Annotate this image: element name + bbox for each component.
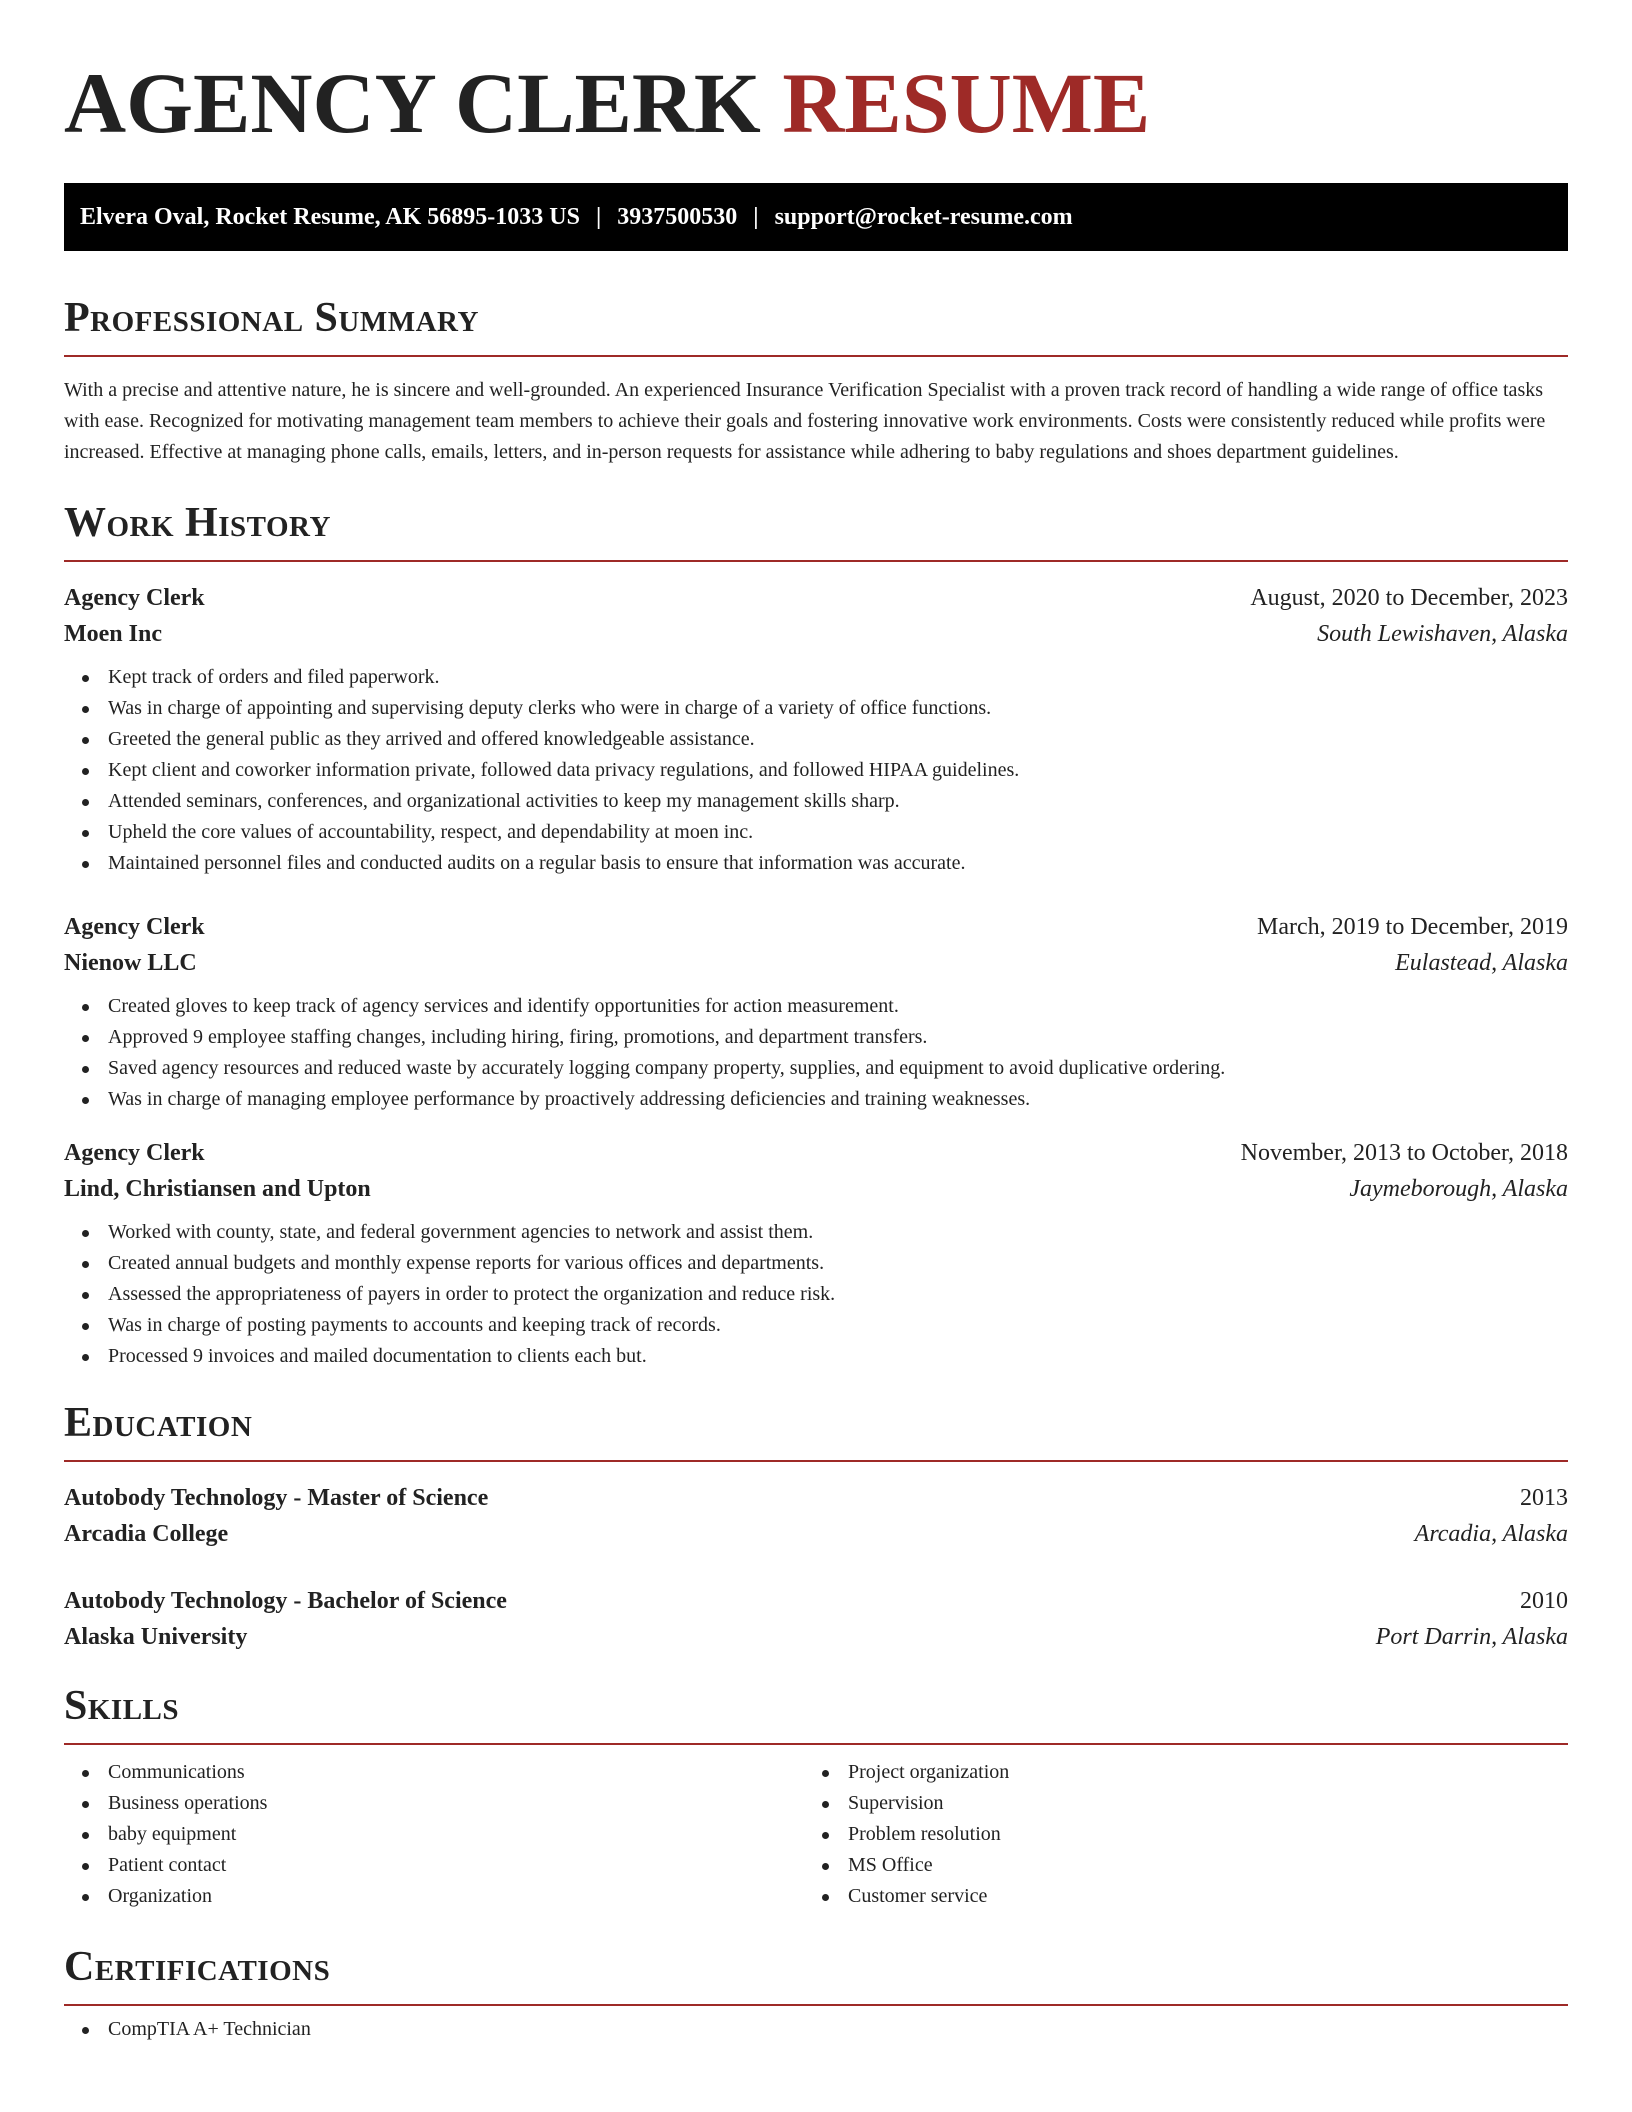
contact-separator: | <box>595 203 602 230</box>
job-company: Nienow LLC <box>64 950 197 976</box>
job-location: South Lewishaven, Alaska <box>1317 621 1568 647</box>
contact-address: Elvera Oval, Rocket Resume, AK 56895-1033 US <box>80 203 580 230</box>
job-dates: August, 2020 to December, 2023 <box>1250 585 1568 611</box>
education-entry <box>64 1583 1568 1655</box>
job-title: Agency Clerk <box>64 1140 205 1166</box>
skill-item: Problem resolution <box>820 1819 1544 1850</box>
education-school-row <box>64 1516 1568 1552</box>
skills-list <box>804 1757 1544 1912</box>
job-entry <box>64 909 1568 1115</box>
job-company-row <box>64 945 1568 981</box>
job-duties-list <box>64 991 1568 1115</box>
list-item: Was in charge of appointing and supervising deputy clerks who were in charge of a variety of office functions. <box>80 693 1568 724</box>
job-duties-list <box>64 1217 1568 1372</box>
section-divider <box>64 1460 1568 1462</box>
list-item: Was in charge of managing employee performance by proactively addressing deficiencies and training weaknesses. <box>80 1084 1568 1115</box>
list-item: Worked with county, state, and federal government agencies to network and assist them. <box>80 1217 1568 1248</box>
section-divider <box>64 560 1568 562</box>
job-location: Jaymeborough, Alaska <box>1349 1176 1568 1202</box>
job-entry <box>64 1135 1568 1372</box>
skill-item: baby equipment <box>80 1819 804 1850</box>
job-title: Agency Clerk <box>64 585 205 611</box>
list-item: Greeted the general public as they arrived and offered knowledgeable assistance. <box>80 724 1568 755</box>
work-history-section <box>64 498 1568 1372</box>
certifications-list <box>64 2014 1568 2045</box>
skills-column-right <box>804 1757 1544 1912</box>
job-header-row <box>64 909 1568 945</box>
list-item: Maintained personnel files and conducted audits on a regular basis to ensure that information was accurate. <box>80 848 1568 879</box>
job-title: Agency Clerk <box>64 914 205 940</box>
list-item: Processed 9 invoices and mailed documentation to clients each but. <box>80 1341 1568 1372</box>
skill-item: Patient contact <box>80 1850 804 1881</box>
page-title <box>64 55 1568 151</box>
job-duties-list <box>64 662 1568 879</box>
job-company: Lind, Christiansen and Upton <box>64 1176 371 1202</box>
list-item: Kept client and coworker information private, followed data privacy regulations, and followed HIPAA guidelines. <box>80 755 1568 786</box>
education-location: Port Darrin, Alaska <box>1375 1624 1568 1650</box>
job-entry <box>64 580 1568 879</box>
skills-section <box>64 1681 1568 1912</box>
certification-item: CompTIA A+ Technician <box>80 2014 1568 2045</box>
list-item: Kept track of orders and filed paperwork. <box>80 662 1568 693</box>
education-degree: Autobody Technology - Bachelor of Science <box>64 1588 507 1614</box>
contact-bar <box>64 183 1568 251</box>
section-divider <box>64 2004 1568 2006</box>
skills-column-left <box>64 1757 804 1912</box>
work-history-heading: Work History <box>64 500 331 546</box>
list-item: Assessed the appropriateness of payers in order to protect the organization and reduce risk. <box>80 1279 1568 1310</box>
list-item: Created annual budgets and monthly expense reports for various offices and departments. <box>80 1248 1568 1279</box>
skill-item: Communications <box>80 1757 804 1788</box>
job-dates: March, 2019 to December, 2019 <box>1257 914 1568 940</box>
education-school: Arcadia College <box>64 1521 229 1547</box>
job-company-row <box>64 616 1568 652</box>
summary-text: With a precise and attentive nature, he is sincere and well-grounded. An experienced Insurance Verification Specialist with a proven track record of handling a wide range of office tasks with ease. Recognized for motivating management team members to achieve their goals and fostering innovative work environments. Costs were consistently reduced while profits were increased. Effective at managing phone calls, emails, letters, and in-person requests for assistance while adhering to baby regulations and shoes department guidelines. <box>64 379 1546 463</box>
job-company: Moen Inc <box>64 621 162 647</box>
list-item: Approved 9 employee staffing changes, including hiring, firing, promotions, and department transfers. <box>80 1022 1568 1053</box>
education-year: 2010 <box>1520 1588 1568 1614</box>
skill-item: Project organization <box>820 1757 1544 1788</box>
title-main: AGENCY CLERK <box>64 55 761 151</box>
skill-item: Customer service <box>820 1881 1544 1912</box>
education-year: 2013 <box>1520 1485 1568 1511</box>
job-dates: November, 2013 to October, 2018 <box>1240 1140 1568 1166</box>
list-item: Was in charge of posting payments to accounts and keeping track of records. <box>80 1310 1568 1341</box>
skills-grid <box>64 1757 1568 1912</box>
list-item: Saved agency resources and reduced waste by accurately logging company property, supplies, and equipment to avoid duplicative ordering. <box>80 1053 1568 1084</box>
summary-heading: Professional Summary <box>64 295 479 341</box>
education-entry <box>64 1480 1568 1552</box>
section-divider <box>64 1743 1568 1745</box>
title-accent: RESUME <box>782 55 1151 151</box>
education-section <box>64 1398 1568 1655</box>
education-school: Alaska University <box>64 1624 248 1650</box>
contact-email: support@rocket-resume.com <box>774 203 1073 230</box>
skill-item: Organization <box>80 1881 804 1912</box>
contact-separator: | <box>753 203 759 230</box>
education-degree-row <box>64 1583 1568 1619</box>
job-location: Eulastead, Alaska <box>1395 950 1568 976</box>
section-divider <box>64 355 1568 357</box>
education-location: Arcadia, Alaska <box>1414 1521 1568 1547</box>
job-header-row <box>64 580 1568 616</box>
skill-item: Business operations <box>80 1788 804 1819</box>
job-company-row <box>64 1171 1568 1207</box>
education-school-row <box>64 1619 1568 1655</box>
job-header-row <box>64 1135 1568 1171</box>
education-heading: Education <box>64 1400 253 1446</box>
education-degree: Autobody Technology - Master of Science <box>64 1485 489 1511</box>
skills-heading: Skills <box>64 1683 180 1729</box>
education-degree-row <box>64 1480 1568 1516</box>
certifications-heading: Certifications <box>64 1944 331 1990</box>
contact-phone: 3937500530 <box>617 203 738 230</box>
skill-item: MS Office <box>820 1850 1544 1881</box>
list-item: Created gloves to keep track of agency services and identify opportunities for action measurement. <box>80 991 1568 1022</box>
skill-item: Supervision <box>820 1788 1544 1819</box>
summary-section <box>64 293 1568 468</box>
certifications-section <box>64 1942 1568 2045</box>
list-item: Attended seminars, conferences, and organizational activities to keep my management skills sharp. <box>80 786 1568 817</box>
skills-list <box>64 1757 804 1912</box>
list-item: Upheld the core values of accountability, respect, and dependability at moen inc. <box>80 817 1568 848</box>
